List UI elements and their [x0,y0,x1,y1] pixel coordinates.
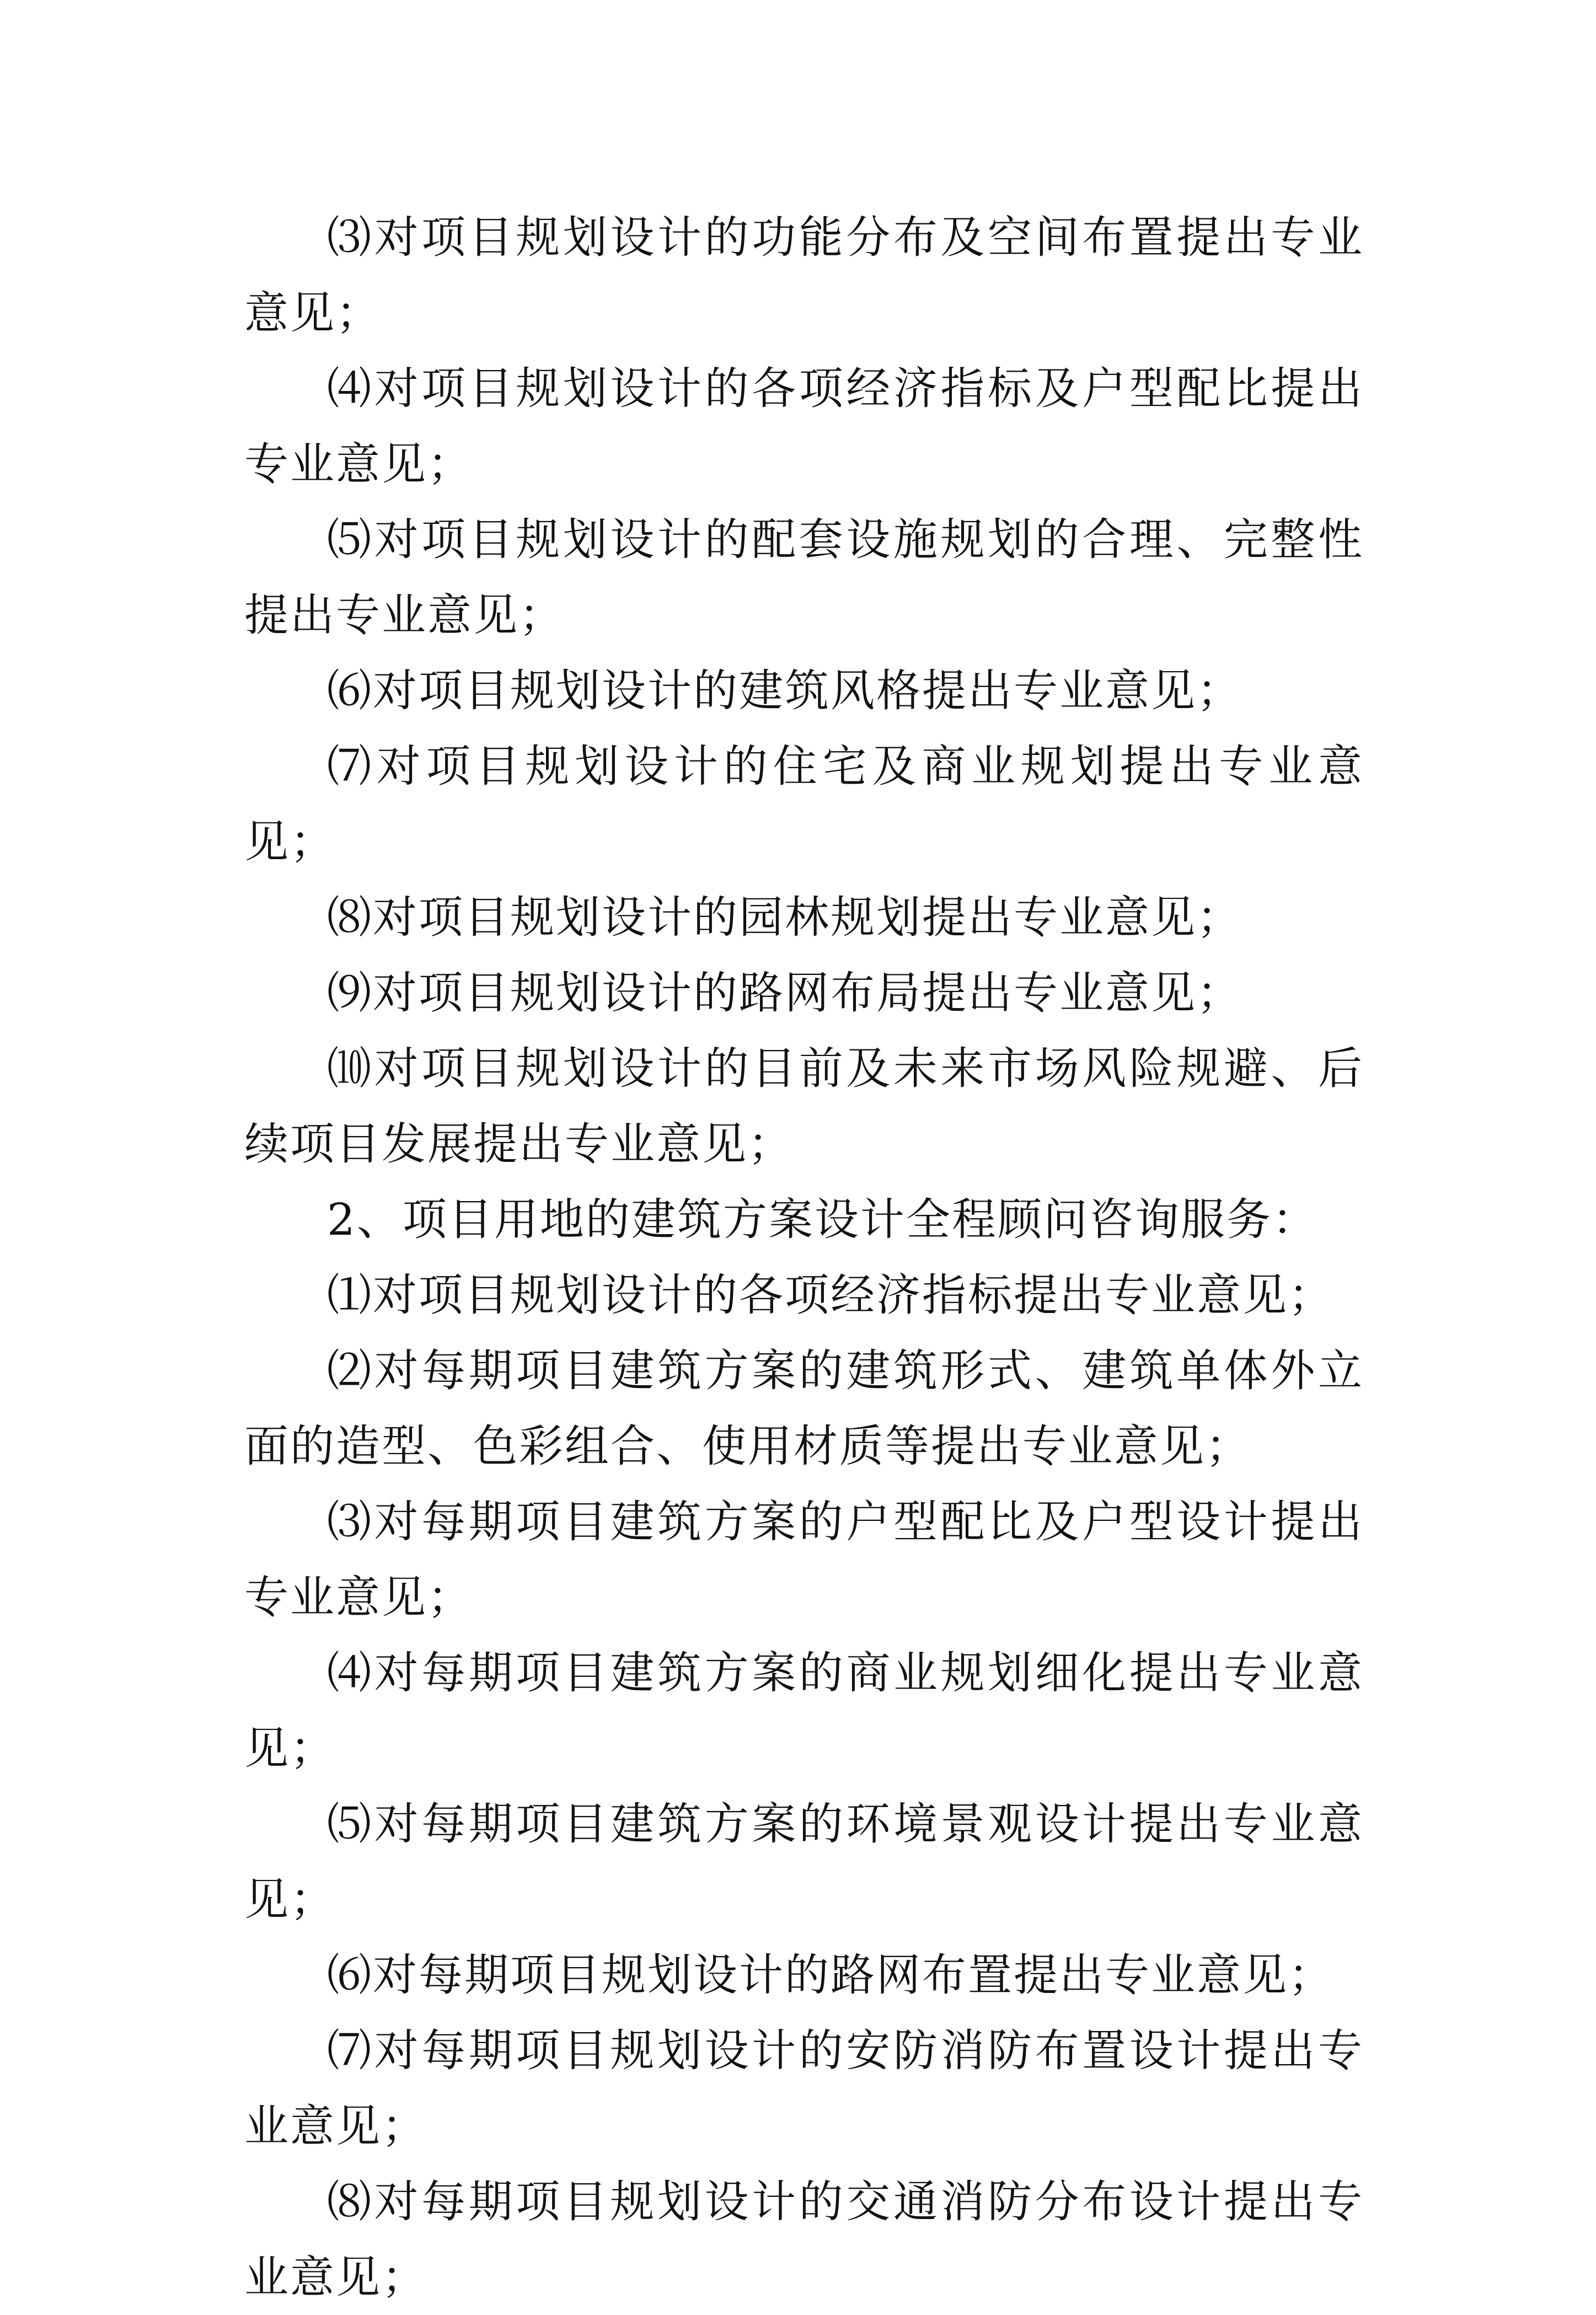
section-heading: 2、项目用地的建筑方案设计全程顾问咨询服务： [327,1194,1318,1245]
paragraph-item: ⑺对每期项目规划设计的安防消防布置设计提出专业意见； [244,2025,1364,2152]
paragraph-item: ⑶对项目规划设计的功能分布及空间布置提出专业意见； [244,212,1364,339]
paragraph-item: ⑴对项目规划设计的各项经济指标提出专业意见； [327,1269,1334,1321]
paragraph-item: ⑵对每期项目建筑方案的建筑形式、建筑单体外立面的造型、色彩组合、使用材质等提出专业意见； [244,1345,1364,1472]
paragraph-item: ⑻对每期项目规划设计的交通消防分布设计提出专业意见； [244,2176,1364,2303]
paragraph-item: ⑸对每期项目建筑方案的环境景观设计提出专业意见； [244,1798,1364,1925]
paragraph-item: ⑶对每期项目建筑方案的户型配比及户型设计提出专业意见； [244,1496,1364,1623]
paragraph-item: ⑷对每期项目建筑方案的商业规划细化提出专业意见； [244,1647,1364,1774]
document-body [244,200,1364,2315]
paragraph-item: ⑸对项目规划设计的配套设施规划的合理、完整性提出专业意见； [244,514,1364,641]
paragraph-item: ⑻对项目规划设计的园林规划提出专业意见； [327,892,1242,943]
paragraph-item: ⑽对项目规划设计的目前及未来市场风险规避、后续项目发展提出专业意见； [244,1043,1364,1170]
paragraph-item: ⑼对项目规划设计的路网布局提出专业意见； [327,967,1242,1019]
paragraph-item: ⑺对项目规划设计的住宅及商业规划提出专业意见； [244,741,1364,867]
paragraph-item: ⑹对项目规划设计的建筑风格提出专业意见； [327,665,1242,716]
paragraph-item: ⑷对项目规划设计的各项经济指标及户型配比提出专业意见； [244,363,1364,490]
paragraph-item: ⑹对每期项目规划设计的路网布置提出专业意见； [327,1949,1334,2001]
